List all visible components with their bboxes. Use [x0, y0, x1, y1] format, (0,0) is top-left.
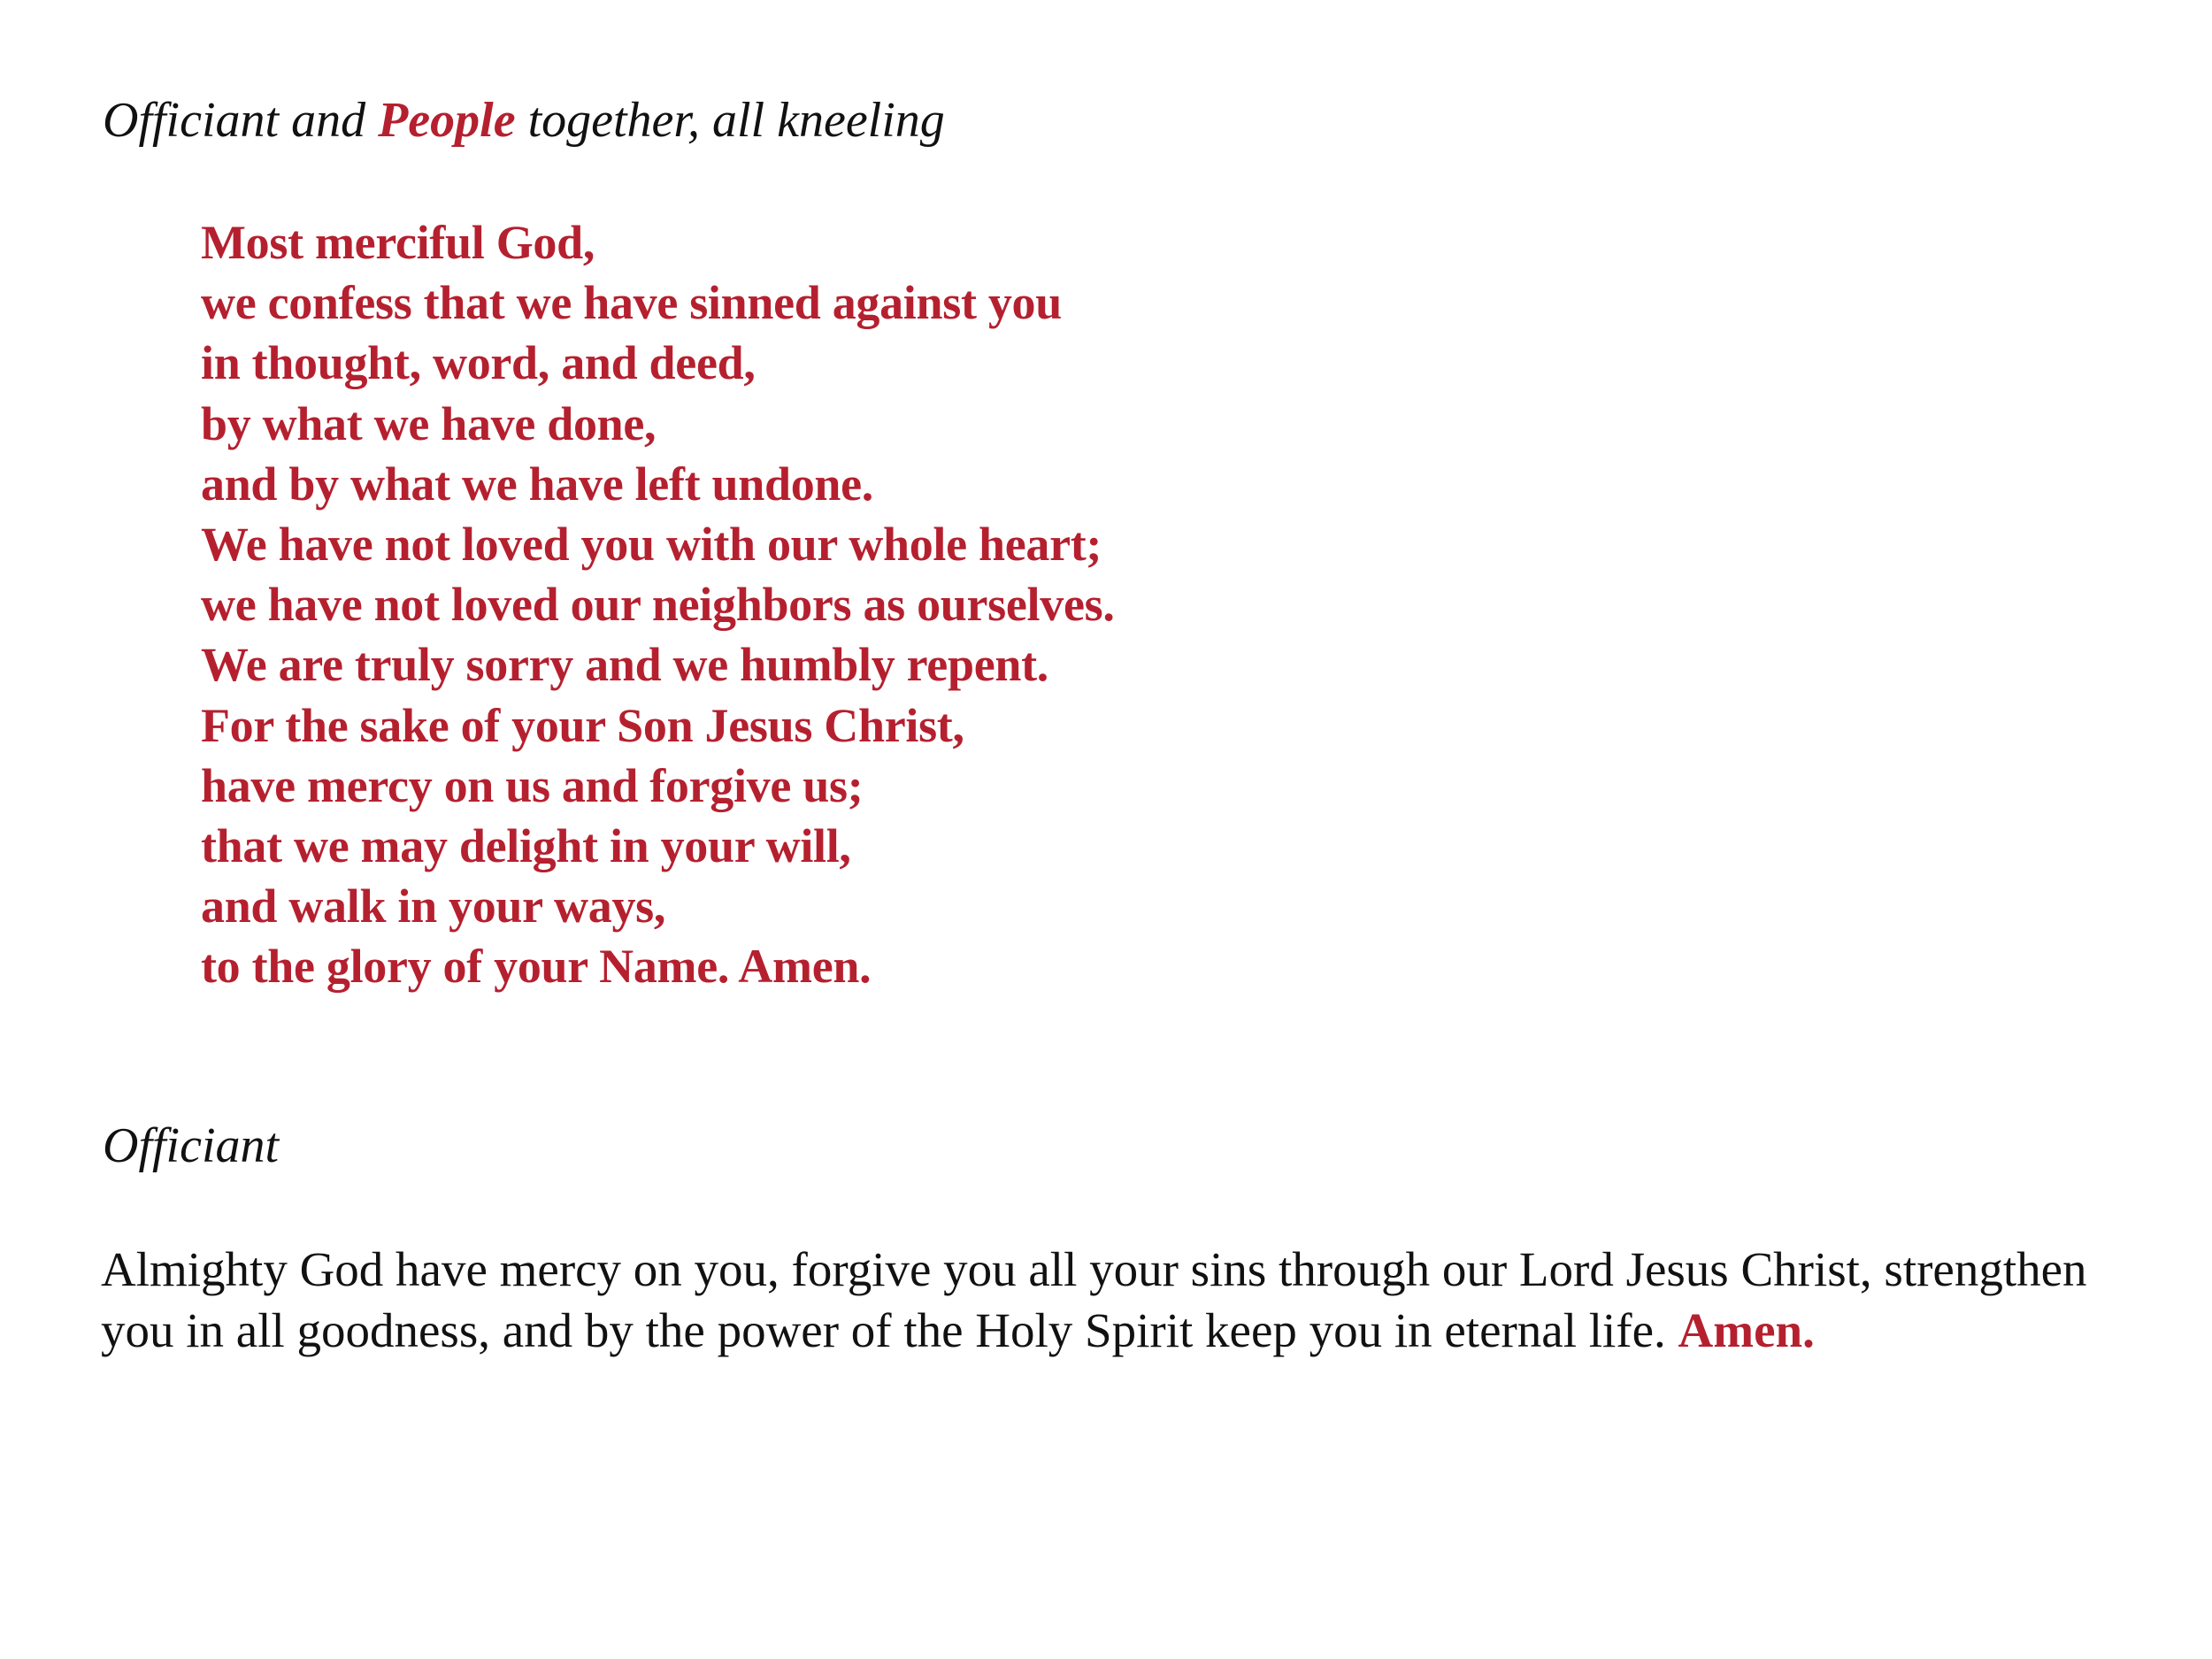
absolution-paragraph — [101, 1239, 2118, 1361]
confession-line: we have not loved our neighbors as ourselves. — [201, 578, 1115, 632]
confession-line: For the sake of your Son Jesus Christ, — [201, 698, 964, 752]
absolution-line-2 — [101, 1300, 2118, 1361]
rubric-officiant: Officiant — [103, 1118, 280, 1173]
rubric-people-emphasis: People — [378, 93, 516, 148]
absolution-line-1: Almighty God have mercy on you, forgive you all your sins through our Lord Jesus Christ, strengthen — [101, 1242, 2087, 1296]
confession-line: by what we have done, — [201, 396, 657, 450]
absolution-line-2-text: you in all goodness, and by the power of the Holy Spirit keep you in eternal life. — [101, 1303, 1678, 1357]
confession-line: to the glory of your Name. Amen. — [201, 940, 872, 994]
confession-line: We are truly sorry and we humbly repent. — [201, 638, 1048, 692]
confession-line: we confess that we have sinned against you — [201, 276, 1062, 330]
confession-line: that we may delight in your will, — [201, 819, 851, 873]
confession-line: and by what we have left undone. — [201, 457, 874, 511]
rubric-text-after: together, all kneeling — [515, 93, 945, 148]
rubric-text-before: Officiant and — [103, 93, 379, 148]
confession-prayer — [201, 212, 1115, 997]
confession-line: in thought, word, and deed, — [201, 336, 756, 390]
amen-response: Amen. — [1678, 1303, 1815, 1357]
confession-line: We have not loved you with our whole heart; — [201, 518, 1102, 572]
confession-line: Most merciful God, — [201, 216, 595, 269]
confession-line: have mercy on us and forgive us; — [201, 758, 864, 812]
rubric-officiant-and-people — [103, 92, 945, 149]
confession-line: and walk in your ways, — [201, 879, 666, 933]
